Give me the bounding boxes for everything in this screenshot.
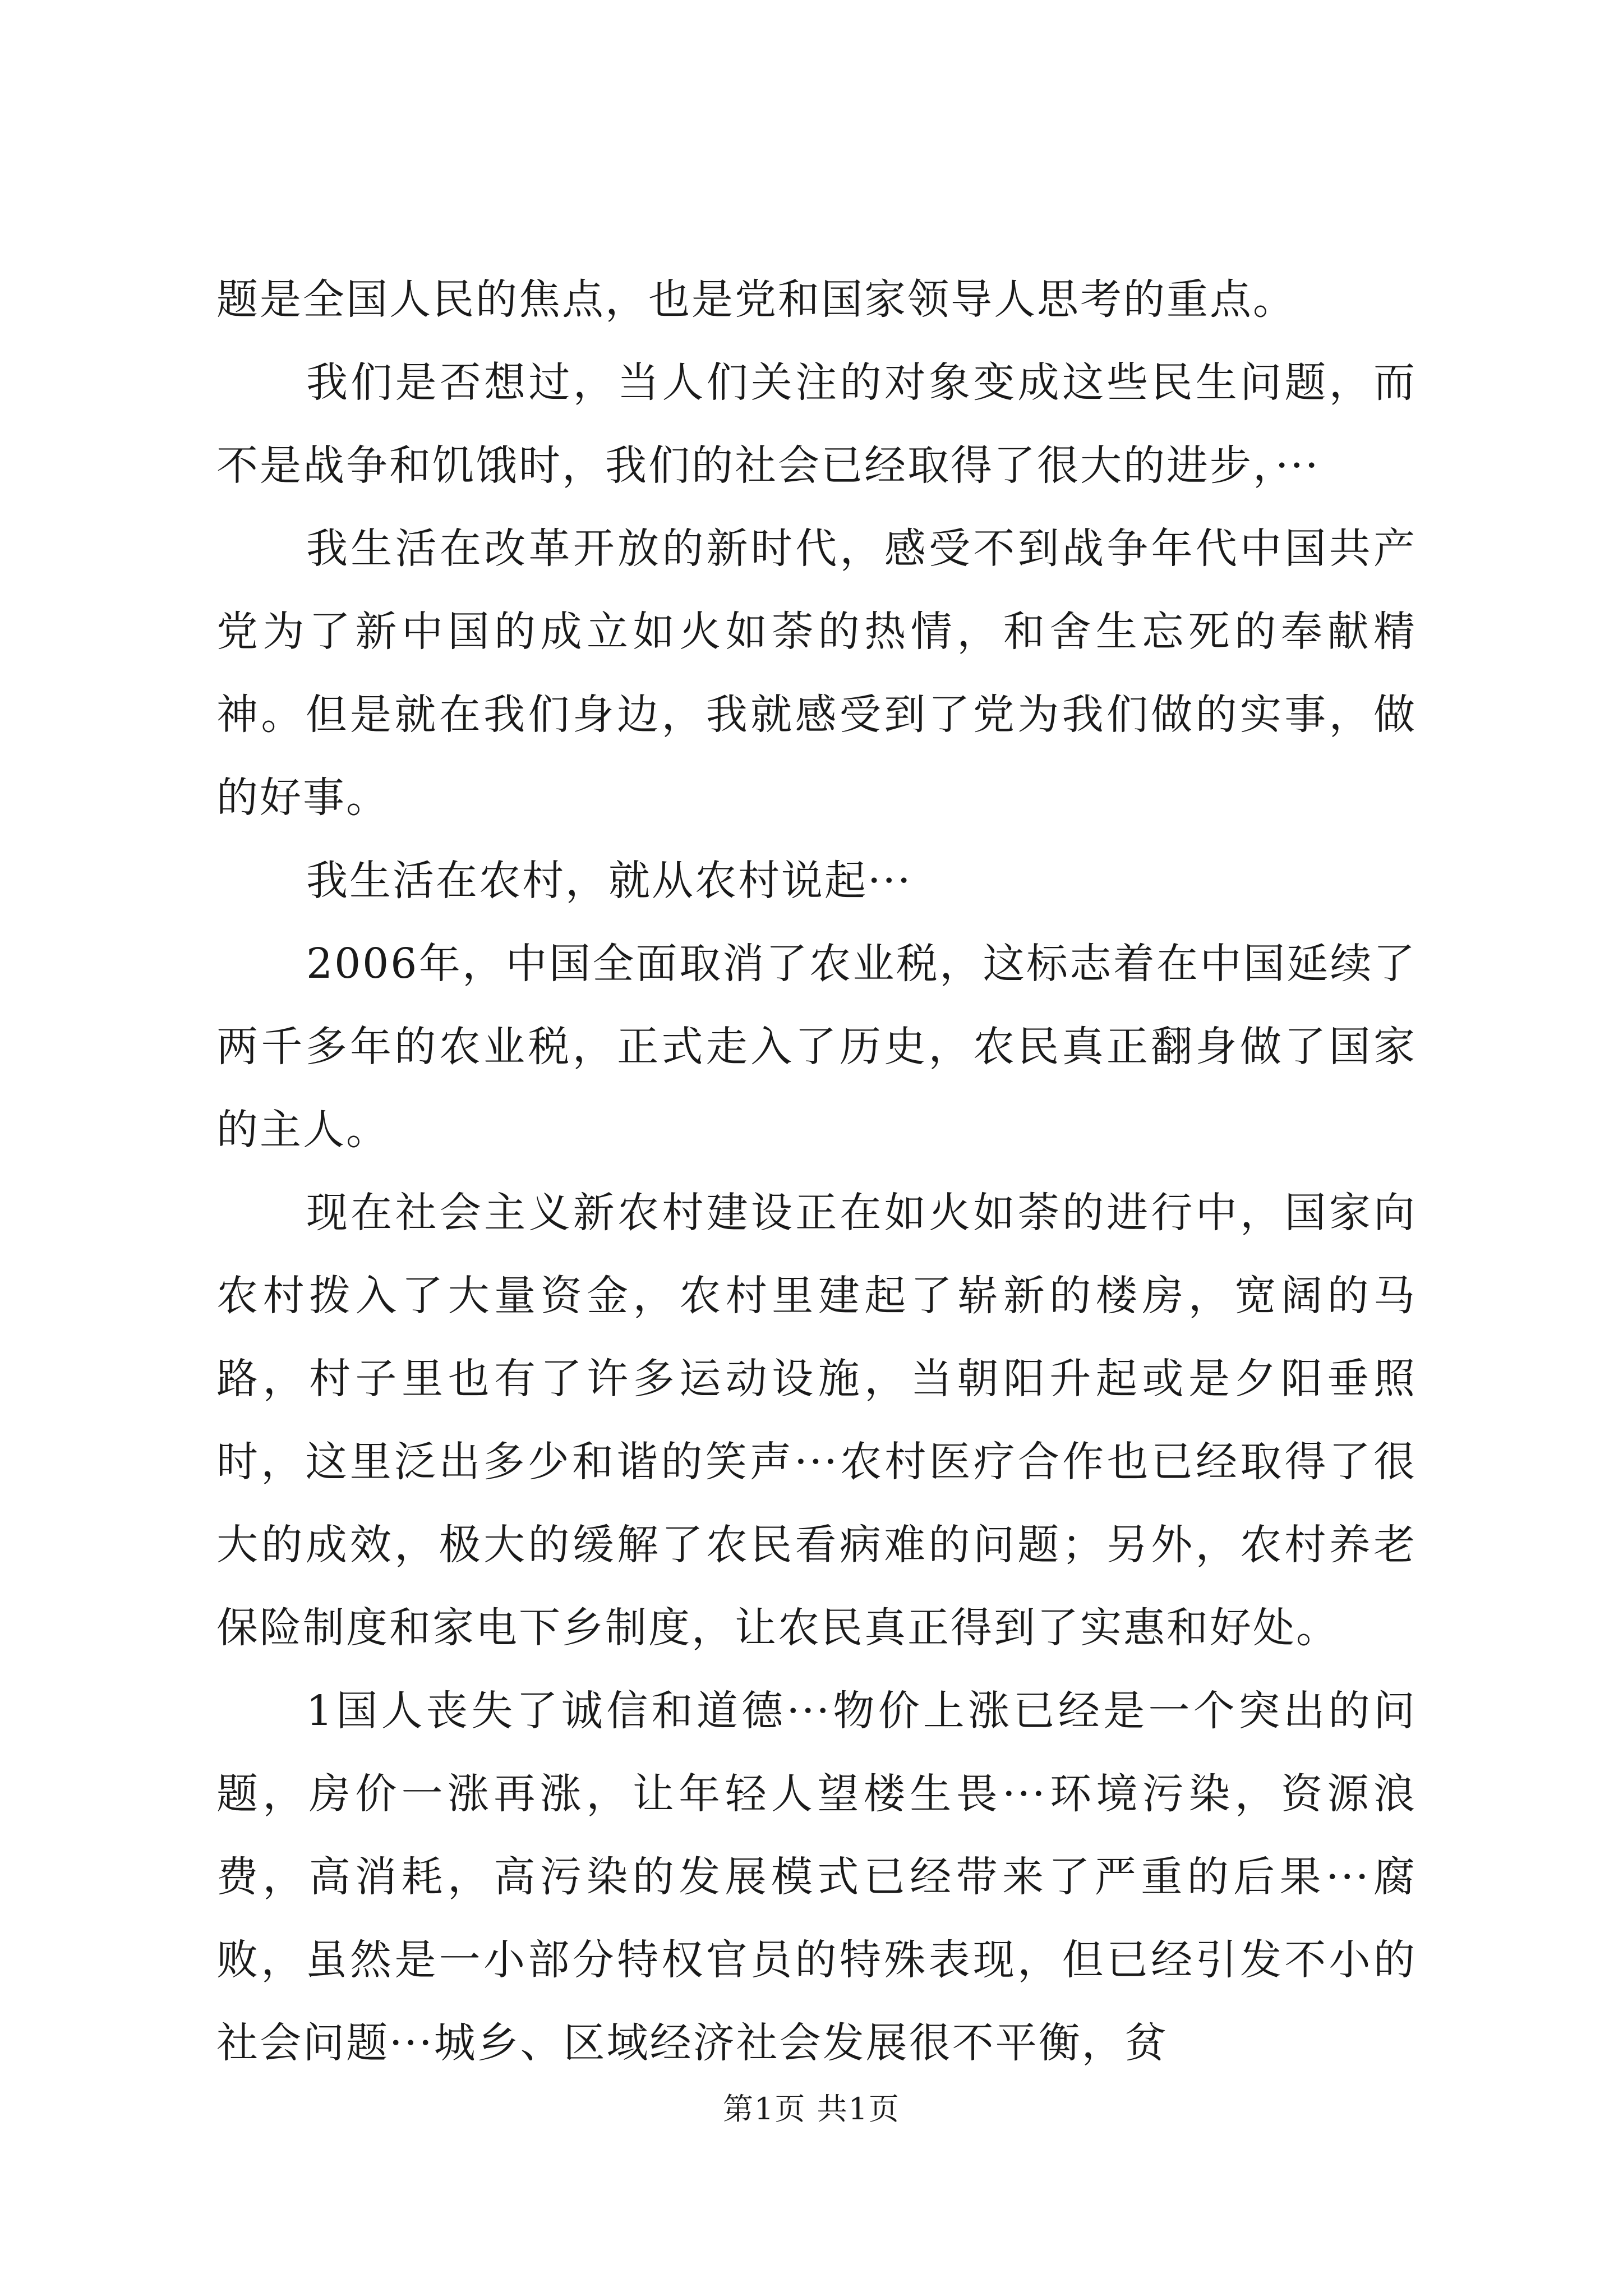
paragraph-5: 2006年，中国全面取消了农业税，这标志着在中国延续了两千多年的农业税，正式走入了历史，农民真正翻身做了国家的主人。 — [216, 940, 1417, 1154]
document-body — [216, 258, 1417, 2085]
paragraph-3: 我生活在改革开放的新时代，感受不到战争年代中国共产党为了新中国的成立如火如荼的热情，和舍生忘死的奉献精神。但是就在我们身边，我就感受到了党为我们做的实事，做的好事。 — [216, 524, 1417, 822]
paragraph-2: 我们是否想过，当人们关注的对象变成这些民生问题，而不是战争和饥饿时，我们的社会已经取得了很大的进步，··· — [216, 358, 1417, 490]
page-footer: 第1页 共1页 — [723, 2091, 900, 2127]
paragraph-4: 我生活在农村，就从农村说起··· — [306, 857, 912, 905]
paragraph-7: 1国人丧失了诚信和道德···物价上涨已经是一个突出的问题，房价一涨再涨，让年轻人望楼生畏···环境污染，资源浪费，高消耗，高污染的发展模式已经带来了严重的后果···腐败，虽然是一小部分特权官员的特殊表现，但已经引发不小的社会问题···城乡、区域经济社会发展很不平衡，贫 — [216, 1687, 1417, 2067]
paragraph-1: 题是全国人民的焦点，也是党和国家领导人思考的重点。 — [216, 275, 1296, 324]
paragraph-6: 现在社会主义新农村建设正在如火如荼的进行中，国家向农村拨入了大量资金，农村里建起了崭新的楼房，宽阔的马路，村子里也有了许多运动设施，当朝阳升起或是夕阳垂照时，这里泛出多少和谐的笑声···农村医疗合作也已经取得了很大的成效，极大的缓解了农民看病难的问题；另外，农村养老保险制度和家电下乡制度，让农民真正得到了实惠和好处。 — [216, 1189, 1417, 1652]
